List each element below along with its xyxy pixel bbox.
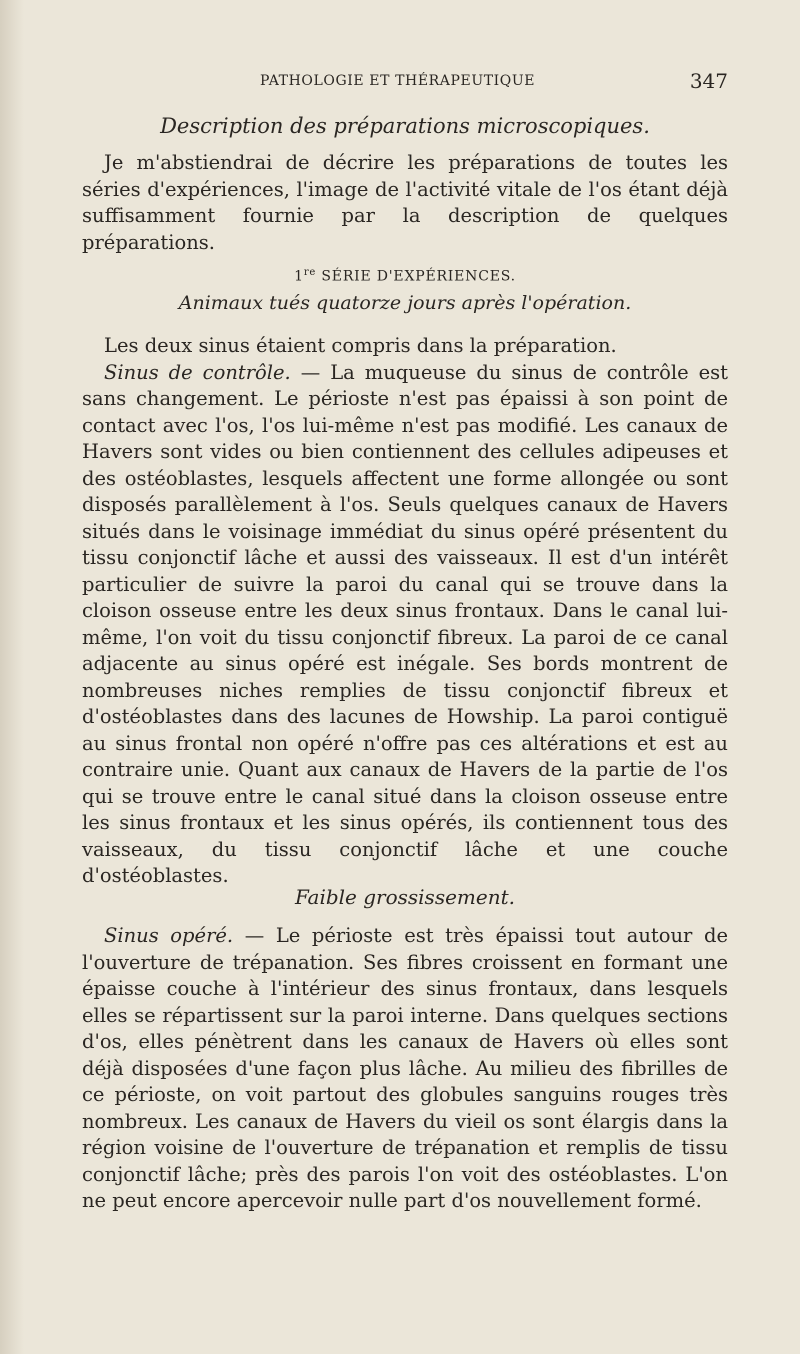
series-superscript: re: [303, 267, 317, 278]
control-sinus-text: — La muqueuse du sinus de contrôle est sans changement. Le périoste n'est pas épaissi à son point de contact avec l'os, l'os lui-même n'est pas modifié. Les canaux de Havers sont vides ou bien contiennent des cellules adipeuses et des ostéoblastes, lesquels affectent une forme allongée ou sont disposés parallèlement à l'os. Seuls quelques canaux de Havers situés dans le voisinage immédiat du sinus opéré présentent du tissu conjonctif lâche et aussi des vaisseaux. Il est d'un intérêt particulier de suivre la paroi du canal qui se trouve dans la cloison osseuse entre les deux sinus frontaux. Dans le canal lui-même, l'on voit du tissu conjonctif fibreux. La paroi de ce canal adjacente au sinus opéré est inégale. Ses bords montrent de nombreuses niches remplies de tissu conjonctif fibreux et d'ostéoblastes dans des lacunes de Howship. La paroi contiguë au sinus frontal non opéré n'offre pas ces altérations et est au contraire unie. Quant aux canaux de Havers de la partie de l'os qui se trouve entre le canal situé dans la cloison osseuse entre les sinus frontaux et les sinus opérés, ils contiennent tous des vaisseaux, du tissu conjonctif lâche et une couche d'ostéoblastes.: [82, 360, 728, 887]
page-header: [82, 66, 728, 96]
operated-sinus-lead: Sinus opéré.: [104, 924, 234, 947]
operated-block: [82, 923, 728, 1215]
operated-sinus-text: — Le périoste est très épaissi tout autour de l'ouverture de trépanation. Ses fibres croissent en formant une épaisse couche à l'intérieur des sinus frontaux, dans lesquels elles se répartissent sur la paroi interne. Dans quelques sections d'os, elles pénètrent dans les canaux de Havers où elles sont déjà disposées d'une façon plus lâche. Au milieu des fibrilles de ce périoste, on voit partout des globules sanguins rouges très nombreux. Les canaux de Havers du vieil os sont élargis dans la région voisine de l'ouverture de trépanation et remplis de tissu conjonctif lâche; près des parois l'on voit des ostéoblastes. L'on ne peut encore apercevoir nulle part d'os nouvellement formé.: [82, 924, 728, 1212]
page-gutter-shadow: [0, 0, 24, 1354]
control-block: [82, 333, 728, 890]
section-title: Description des préparations microscopiques.: [160, 114, 650, 138]
series-number: 1: [294, 268, 304, 285]
series-heading: [82, 262, 728, 288]
small-magnification-title: Faible grossissement.: [295, 885, 515, 909]
paragraph-control-sinus: [82, 360, 728, 890]
intro-block: [82, 150, 728, 256]
running-head: PATHOLOGIE ET THÉRAPEUTIQUE: [260, 73, 536, 89]
control-sinus-lead: Sinus de contrôle.: [104, 360, 291, 384]
page-number: 347: [689, 69, 728, 93]
paragraph-operated-sinus: [82, 923, 728, 1215]
series-label: SÉRIE D'EXPÉRIENCES.: [316, 268, 516, 285]
series-subtitle: Animaux tués quatorze jours après l'opération.: [178, 292, 632, 314]
paragraph-both-sinuses: Les deux sinus étaient compris dans la préparation.: [104, 334, 617, 357]
intro-paragraph: Je m'abstiendrai de décrire les préparations de toutes les séries d'expériences, l'image de l'activité vitale de l'os étant déjà suffisamment fournie par la description de quelques préparations.: [82, 151, 728, 254]
